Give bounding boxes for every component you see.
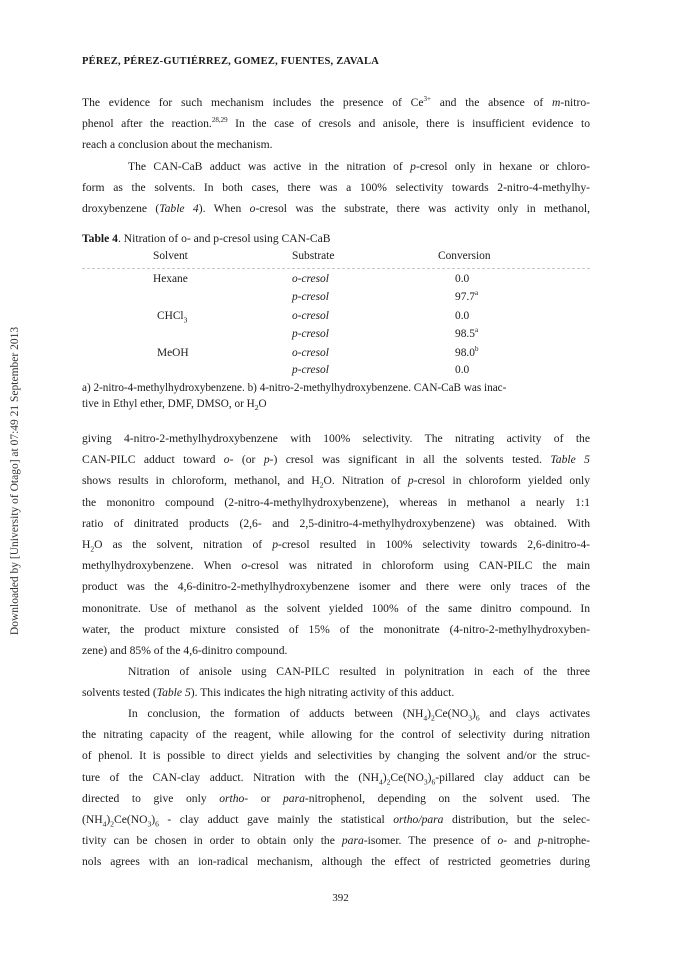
table-caption: Table 4. Nitration of o- and p-cresol using CAN-CaB	[82, 232, 331, 245]
table-cell-solvent: Hexane	[153, 273, 188, 285]
page-number: 392	[332, 892, 349, 904]
table-cell-conversion: 0.0	[455, 273, 470, 285]
table-header-rule	[82, 268, 590, 269]
table-cell-conversion: 98.0$^b$	[455, 345, 479, 359]
download-watermark: Downloaded by [University of Otago] at 07:49 21 September 2013	[9, 326, 21, 636]
table-cell-conversion: 0.0	[455, 364, 470, 376]
table-cell-substrate: p-cresol	[292, 364, 329, 376]
table-cell-conversion: 0.0	[455, 310, 470, 322]
table-footnote: a) 2-nitro-4-methylhydroxybenzene. b) 4-nitro-2-methylhydroxybenzene. CAN-CaB was inac- tive in Ethyl ether, DMF, DMSO, or $H_2O$	[82, 382, 507, 413]
table-cell-substrate: p-cresol	[292, 328, 329, 340]
table-cell-conversion: 97.7$^a$	[455, 289, 479, 303]
paragraph-1: The evidence for such mechanism includes the presence of $Ce^{3+}$ and the absence of m-nitro- phenol after the reaction.$^{28,29}$ In the case of cresols and anisole, there is insufficient evidence to reach a conclusion about the mechanism. The CAN-CaB adduct was active in the nitration of p-cresol only in hexane or chloro- form as the solvents. In both cases, there was a 100% selectivity towards 2-nitro-4-methylhy- droxybenzene (Table 4). When o-cresol was the substrate, there was activity only in methanol,	[82, 95, 590, 216]
table-header-conversion: Conversion	[438, 250, 491, 262]
table-cell-conversion: 98.5$^a$	[455, 326, 479, 340]
table-cell-substrate: o-cresol	[292, 310, 329, 322]
paragraph-4: In conclusion, the formation of adducts between $(NH_4)_2Ce(NO_3)_6$ and clays activates the nitrating capacity of the reagent, while allowing for the control of selectivity during nitration of phenol. It is possible to direct yields and selectivities by changing the solvent and/or the struc- ture of the CAN-clay adduct. Nitration with the $(NH_4)_2Ce(NO_3)_6$-pillared clay adduct can be directed to give only ortho- or para-nitrophenol, depending on the solvent used. The $(NH_4)_2Ce(NO_3)_6$ - clay adduct gave mainly the statistical ortho/para distribution, but the selec- tivity can be chosen in order to obtain only the para-isomer. The presence of o- and p-nitrophe- nols agrees with an ion-radical mechanism, although the effect of restricted geometries during	[82, 707, 591, 869]
table-cell-solvent: MeOH	[157, 347, 189, 359]
table-cell-substrate: o-cresol	[292, 273, 329, 285]
table-cell-solvent: CHCl$_3$	[157, 310, 188, 325]
table-cell-substrate: p-cresol	[292, 291, 329, 303]
table-cell-substrate: o-cresol	[292, 347, 329, 359]
paragraph-3: Nitration of anisole using CAN-PILC resulted in polynitration in each of the three solvents tested (Table 5). This indicates the high nitrating activity of this adduct.	[82, 665, 590, 700]
table-header-substrate: Substrate	[292, 250, 335, 262]
table-header-solvent: Solvent	[153, 250, 188, 262]
running-header: PÉREZ, PÉREZ-GUTIÉRREZ, GOMEZ, FUENTES, ZAVALA	[82, 56, 380, 67]
paragraph-2: giving 4-nitro-2-methylhydroxybenzene with 100% selectivity. The nitrating activity of the CAN-PILC adduct toward o- (or p-) cresol was significant in all the solvents tested. Table 5 shows results in chloroform, methanol, and $H_2O$. Nitration of p-cresol in chloroform yielded only the mononitro compound (2-nitro-4-methylhydroxybenzene), whereas in methanol a nearly 1:1 ratio of dinitrated products (2,6- and 2,5-dinitro-4-methylhydroxybenzene) was obtained. With $H_2O$ as the solvent, nitration of p-cresol resulted in 100% selectivity towards 2,6-dinitro-4- methylhydroxybenzene. When o-cresol was nitrated in chloroform using CAN-PILC the main product was the 4,6-dinitro-2-methylhydroxybenzene isomer and there were only traces of the mononitrate. Use of methanol as the solvent yielded 100% of the same dinitro compound. In water, the product mixture consisted of 15% of the mononitrate (4-nitro-2-methylhydroxyben- zene) and 85% of the 4,6-dinitro compound.	[82, 432, 591, 658]
